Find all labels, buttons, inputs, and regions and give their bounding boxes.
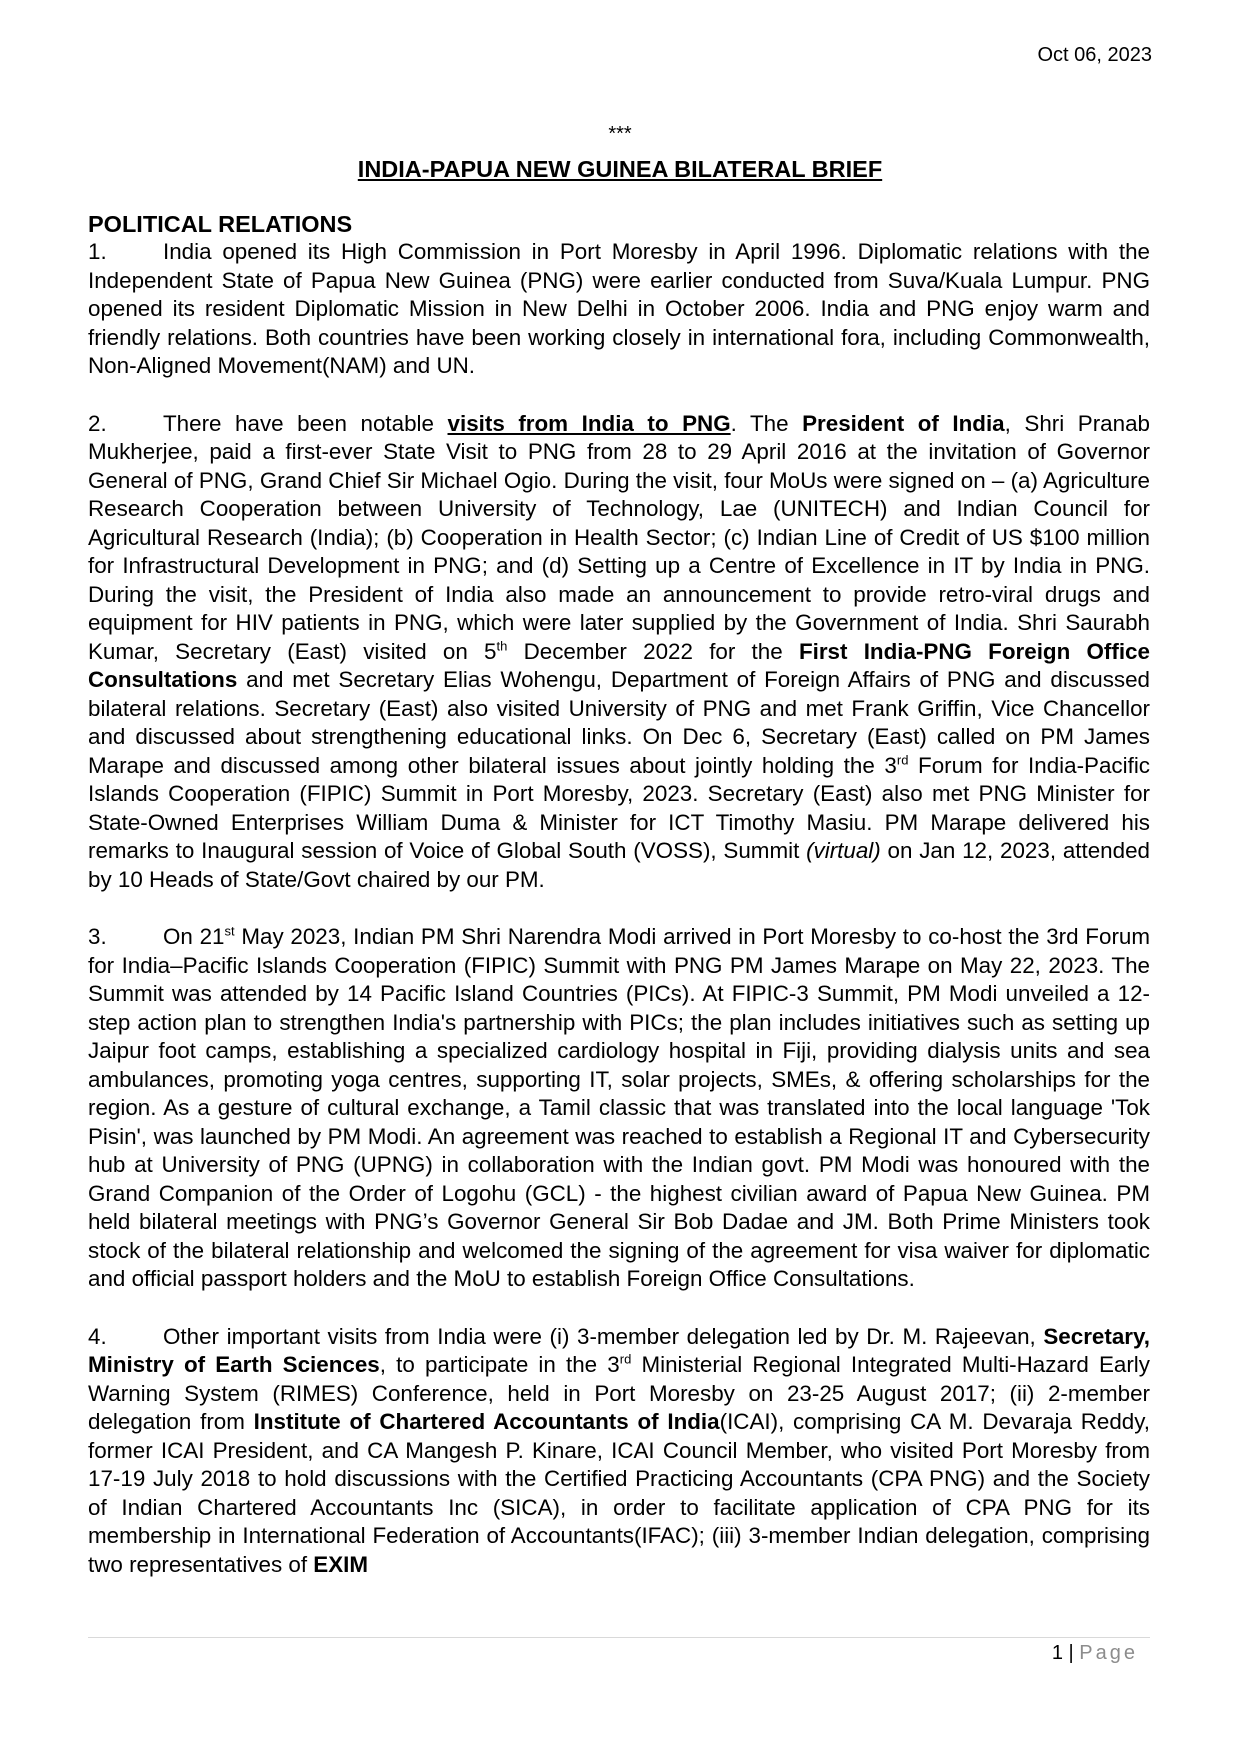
paragraph-text: India opened its High Commission in Port Moresby in April 1996. Diplomatic relations with the Independent State of Papua New Guinea (PNG) were earlier conducted from Suva/Kuala Lumpur. PNG opened its resident Diplomatic Mission in New Delhi in October 2006. India and PNG enjoy warm and friendly relations. Both countries have been working closely in international fora, including Commonwealth, Non-Aligned Movement(NAM) and UN. bbox=[88, 239, 1150, 378]
paragraph-number: 3. bbox=[88, 924, 107, 949]
text-run: Other important visits from India were (i) 3-member delegation led by Dr. M. Rajeevan, bbox=[163, 1323, 1044, 1349]
emphasis-icai: Institute of Chartered Accountants of India bbox=[253, 1409, 720, 1434]
separator-stars: *** bbox=[608, 123, 632, 145]
emphasis-consultations: First India-PNG Foreign Office Consultations bbox=[88, 638, 1150, 692]
page-separator: | bbox=[1068, 1642, 1074, 1664]
section-heading: POLITICAL RELATIONS bbox=[88, 211, 353, 237]
superscript: th bbox=[496, 638, 508, 654]
document-date: Oct 06, 2023 bbox=[1037, 44, 1152, 66]
text-run: Ministerial Regional Integrated Multi-Hazard Early Warning System (RIMES) Conference, held in Port Moresby on 23-25 August 2017; (ii) 2-member delegation from bbox=[88, 1352, 1150, 1434]
text-run: , to participate in the 3 bbox=[379, 1352, 620, 1377]
document-body bbox=[88, 210, 1150, 1608]
footer-divider bbox=[88, 1637, 1150, 1638]
text-run: , Shri Pranab Mukherjee, paid a first-ever State Visit to PNG from 28 to 29 April 2016 at the invitation of Governor General of PNG, Grand Chief Sir Michael Ogio. During the visit, four MoUs were signed on – (a) Agriculture Research Cooperation between University of Technology, Lae (UNITECH) and Indian Council for Agricultural Research (India); (b) Cooperation in Health Sector; (c) Indian Line of Credit of US $100 million for Infrastructural Development in PNG; and (d) Setting up a Centre of Excellence in IT by India in PNG. During the visit, the President of India also made an announcement to provide retro-viral drugs and equipment for HIV patients in PNG, which were later supplied by the Government of India. Shri Saurabh Kumar, Secretary (East) visited on 5 bbox=[88, 410, 1150, 664]
text-run: Forum for India-Pacific Islands Cooperation (FIPIC) Summit in Port Moresby, 2023. Secretary (East) also met PNG Minister for State-Owned Enterprises William Duma & Minister for ICT Timothy Masiu. PM Marape delivered his remarks to Inaugural session of Voice of Global South (VOSS), Summit bbox=[88, 752, 1150, 863]
text-run: There have been notable bbox=[163, 410, 448, 436]
page-number-footer bbox=[1052, 1642, 1138, 1665]
superscript: st bbox=[224, 923, 235, 939]
paragraph-2 bbox=[88, 410, 1150, 895]
text-run: . The bbox=[730, 410, 803, 436]
paragraph-3 bbox=[88, 923, 1150, 1294]
emphasis-exim: EXIM bbox=[313, 1551, 369, 1577]
superscript: rd bbox=[619, 1351, 632, 1367]
emphasis-ministry: Secretary, Ministry of Earth Sciences bbox=[88, 1323, 1150, 1377]
paragraph-1 bbox=[88, 238, 1150, 381]
emphasis-visits: visits from India to PNG bbox=[447, 410, 731, 436]
paragraph-number: 4. bbox=[88, 1323, 107, 1349]
paragraph-number: 2. bbox=[88, 410, 107, 436]
text-run: and met Secretary Elias Wohengu, Department of Foreign Affairs of PNG and discussed bilateral relations. Secretary (East) also visited University of PNG and met Frank Griffin, Vice Chancellor and discussed about strengthening educational links. On Dec 6, Secretary (East) called on PM James Marape and discussed among other bilateral issues about jointly holding the 3 bbox=[88, 667, 1150, 778]
emphasis-virtual: (virtual) bbox=[806, 838, 881, 863]
page-number: 1 bbox=[1051, 1642, 1063, 1664]
document-title: INDIA-PAPUA NEW GUINEA BILATERAL BRIEF bbox=[357, 156, 883, 182]
text-run: (ICAI), comprising CA M. Devaraja Reddy, former ICAI President, and CA Mangesh P. Kinare, ICAI Council Member, who visited Port Moresby from 17-19 July 2018 to hold discussions with the Certified Practicing Accountants (CPA PNG) and the Society of Indian Chartered Accountants Inc (SICA), in order to facilitate application of CPA PNG for its membership in International Federation of Accountants(IFAC); (iii) 3-member Indian delegation, comprising two representatives of bbox=[88, 1409, 1151, 1577]
text-run: On 21 bbox=[163, 924, 225, 949]
page-label: Page bbox=[1079, 1642, 1138, 1664]
text-run: May 2023, Indian PM Shri Narendra Modi arrived in Port Moresby to co-host the 3rd Forum for India–Pacific Islands Cooperation (FIPIC) Summit with PNG PM James Marape on May 22, 2023. The Summit was attended by 14 Pacific Island Countries (PICs). At FIPIC-3 Summit, PM Modi unveiled a 12-step action plan to strengthen India's partnership with PICs; the plan includes initiatives such as setting up Jaipur foot camps, establishing a specialized cardiology hospital in Fiji, providing dialysis units and sea ambulances, promoting yoga centres, supporting IT, solar projects, SMEs, & offering scholarships for the region. As a gesture of cultural exchange, a Tamil classic that was translated into the local language 'Tok Pisin', was launched by PM Modi. An agreement was reached to establish a Regional IT and Cybersecurity hub at University of PNG (UPNG) in collaboration with the Indian govt. PM Modi was honoured with the Grand Companion of the Order of Logohu (GCL) - the highest civilian award of Papua New Guinea. PM held bilateral meetings with PNG’s Governor General Sir Bob Dadae and JM. Both Prime Ministers took stock of the bilateral relationship and welcomed the signing of the agreement for visa waiver for diplomatic and official passport holders and the MoU to establish Foreign Office Consultations. bbox=[88, 924, 1151, 1291]
text-run: December 2022 for the bbox=[507, 638, 799, 664]
paragraph-number: 1. bbox=[88, 239, 107, 264]
superscript: rd bbox=[896, 752, 909, 768]
text-run: on Jan 12, 2023, attended by 10 Heads of State/Govt chaired by our PM. bbox=[88, 838, 1150, 892]
paragraph-4 bbox=[88, 1323, 1150, 1580]
emphasis-president: President of India bbox=[802, 410, 1005, 436]
